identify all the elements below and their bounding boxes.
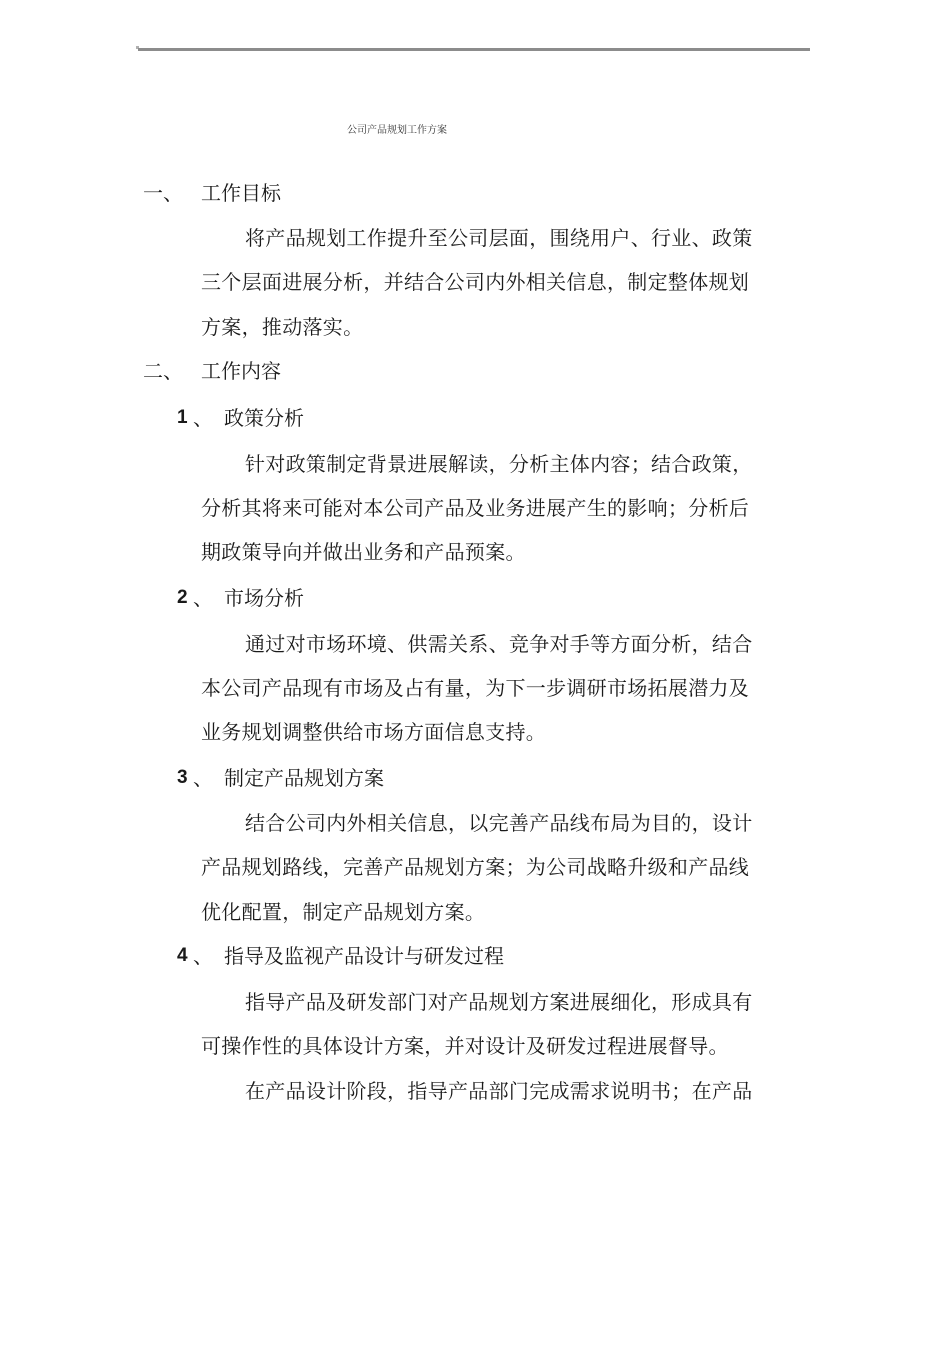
running-title: 公司产品规划工作方案	[347, 125, 447, 136]
item-4-line-3: 在产品设计阶段，指导产品部门完成需求说明书；在产品	[245, 1079, 753, 1103]
item-4-line-1: 指导产品及研发部门对产品规划方案进展细化，形成具有	[245, 990, 753, 1014]
item-1-line-2: 分析其将来可能对本公司产品及业务进展产生的影响；分析后	[201, 496, 750, 520]
item-3-number: 3	[177, 767, 188, 788]
section-1-title: 工作目标	[201, 181, 281, 205]
item-3-line-3: 优化配置，制定产品规划方案。	[201, 900, 486, 924]
header-rule	[138, 48, 810, 51]
item-1-number: 1	[177, 407, 188, 428]
item-2-line-3: 业务规划调整供给市场方面信息支持。	[201, 720, 547, 744]
item-1-line-3: 期政策导向并做出业务和产品预案。	[201, 540, 526, 564]
item-1-line-1: 针对政策制定背景进展解读，分析主体内容；结合政策，	[245, 452, 753, 476]
section-1-line-3: 方案，推动落实。	[201, 315, 364, 339]
item-2-line-1: 通过对市场环境、供需关系、竞争对手等方面分析，结合	[245, 632, 753, 656]
section-2-title: 工作内容	[201, 359, 281, 383]
section-1-line-2: 三个层面进展分析，并结合公司内外相关信息，制定整体规划	[201, 270, 750, 294]
item-3-separator: 、	[193, 766, 213, 790]
item-4-number: 4	[177, 945, 188, 966]
item-2-number: 2	[177, 587, 188, 608]
item-2-line-2: 本公司产品现有市场及占有量，为下一步调研市场拓展潜力及	[201, 676, 750, 700]
item-1-separator: 、	[193, 406, 213, 430]
item-4-title: 指导及监视产品设计与研发过程	[224, 944, 504, 968]
item-2-title: 市场分析	[224, 586, 304, 610]
item-4-line-2: 可操作性的具体设计方案，并对设计及研发过程进展督导。	[201, 1034, 729, 1058]
section-1-mark: 一、	[143, 181, 183, 205]
item-3-line-1: 结合公司内外相关信息，以完善产品线布局为目的，设计	[245, 811, 753, 835]
section-2-mark: 二、	[143, 359, 183, 383]
section-1-line-1: 将产品规划工作提升至公司层面，围绕用户、行业、政策	[245, 226, 753, 250]
item-1-title: 政策分析	[224, 406, 304, 430]
item-3-title: 制定产品规划方案	[224, 766, 384, 790]
item-2-separator: 、	[193, 586, 213, 610]
item-4-separator: 、	[193, 944, 213, 968]
item-3-line-2: 产品规划路线，完善产品规划方案；为公司战略升级和产品线	[201, 855, 750, 879]
